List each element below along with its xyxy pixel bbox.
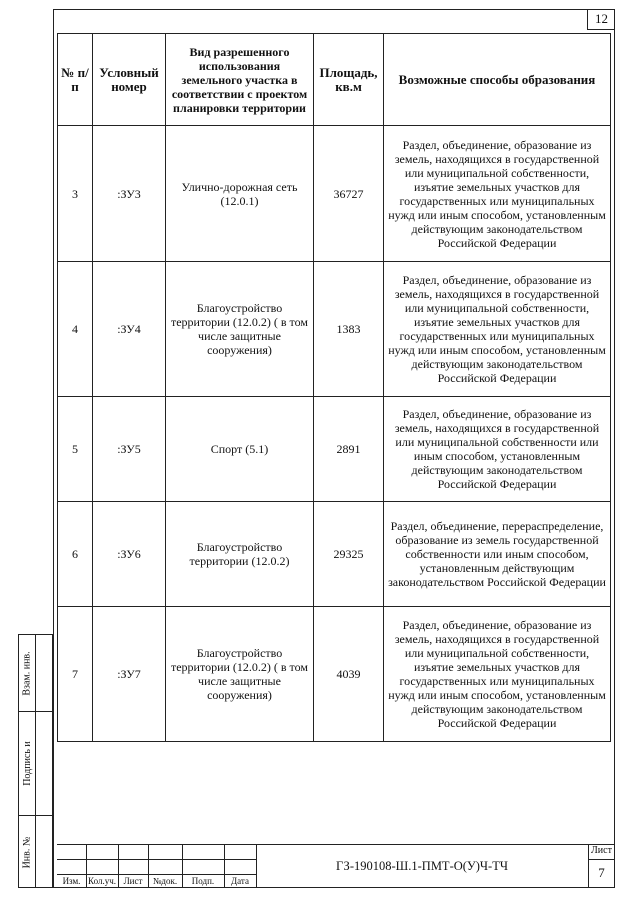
cell-methods: Раздел, объединение, образование из земель, находящихся в государственной или муниципальной собственности или иным способом, установленным действующим законодательством Российской Федерации bbox=[384, 397, 611, 502]
header-area: Площадь, кв.м bbox=[314, 34, 384, 126]
cell-cond: :ЗУ6 bbox=[93, 502, 166, 607]
cell-num: 4 bbox=[58, 262, 93, 397]
cell-area: 2891 bbox=[314, 397, 384, 502]
cell-area: 29325 bbox=[314, 502, 384, 607]
header-type: Вид разрешенного использования земельного участка в соответствии с проектом планировки территории bbox=[166, 34, 314, 126]
cell-methods: Раздел, объединение, образование из земель, находящихся в государственной или муниципальной собственности, изъятие земельных участков для государственных или муниципальных нужд или иным способом, установленным действующим законодательством Российской Федерации bbox=[384, 607, 611, 742]
land-plots-table bbox=[57, 33, 611, 742]
side-stamp-labels bbox=[18, 634, 36, 888]
table-row bbox=[58, 397, 611, 502]
table-row bbox=[58, 502, 611, 607]
side-label-vzam: Взам. инв. bbox=[21, 650, 33, 696]
stamp-list: Лист bbox=[123, 876, 143, 886]
cell-num: 3 bbox=[58, 126, 93, 262]
stamp-ndok: №док. bbox=[152, 876, 178, 886]
cell-type: Благоустройство территории (12.0.2) bbox=[166, 502, 314, 607]
cell-type: Благоустройство территории (12.0.2) ( в том числе защитные сооружения) bbox=[166, 262, 314, 397]
side-stamp-fields bbox=[36, 634, 53, 888]
document-code: ГЗ-190108-Ш.1-ПМТ-О(У)Ч-ТЧ bbox=[336, 858, 508, 873]
cell-area: 1383 bbox=[314, 262, 384, 397]
cell-methods: Раздел, объединение, образование из земель, находящихся в государственной или муниципальной собственности, изъятие земельных участков для государственных или муниципальных нужд или иным способом, установленным действующим законодательством Российской Федерации bbox=[384, 126, 611, 262]
side-label-podpis: Подпись и bbox=[21, 740, 33, 786]
cell-cond: :ЗУ4 bbox=[93, 262, 166, 397]
cell-area: 36727 bbox=[314, 126, 384, 262]
cell-type: Улично-дорожная сеть (12.0.1) bbox=[166, 126, 314, 262]
cell-cond: :ЗУ3 bbox=[93, 126, 166, 262]
cell-num: 6 bbox=[58, 502, 93, 607]
table-row bbox=[58, 607, 611, 742]
stamp-izm: Изм. bbox=[62, 876, 81, 886]
side-label-inv: Инв. № bbox=[21, 836, 33, 868]
sheet-number: 7 bbox=[598, 865, 605, 880]
header-cond: Условный номер bbox=[93, 34, 166, 126]
table-header-row bbox=[58, 34, 611, 126]
cell-num: 5 bbox=[58, 397, 93, 502]
cell-methods: Раздел, объединение, образование из земель, находящихся в государственной или муниципальной собственности, изъятие земельных участков для государственных или муниципальных нужд или иным способом, установленным действующим законодательством Российской Федерации bbox=[384, 262, 611, 397]
cell-cond: :ЗУ5 bbox=[93, 397, 166, 502]
header-num: № п/п bbox=[58, 34, 93, 126]
cell-area: 4039 bbox=[314, 607, 384, 742]
cell-num: 7 bbox=[58, 607, 93, 742]
stamp-koluch: Кол.уч. bbox=[88, 876, 116, 886]
cell-cond: :ЗУ7 bbox=[93, 607, 166, 742]
page-number: 12 bbox=[587, 9, 615, 30]
stamp-data: Дата bbox=[231, 876, 249, 886]
header-methods: Возможные способы образования bbox=[384, 34, 611, 126]
table-row bbox=[58, 262, 611, 397]
table-row bbox=[58, 126, 611, 262]
cell-methods: Раздел, объединение, перераспределение, образование из земель государственной собственности или иным способом, установленным действующим законодательством Российской Федерации bbox=[384, 502, 611, 607]
cell-type: Спорт (5.1) bbox=[166, 397, 314, 502]
stamp-podp: Подп. bbox=[191, 876, 215, 886]
sheet-label: Лист bbox=[591, 845, 612, 856]
cell-type: Благоустройство территории (12.0.2) ( в том числе защитные сооружения) bbox=[166, 607, 314, 742]
